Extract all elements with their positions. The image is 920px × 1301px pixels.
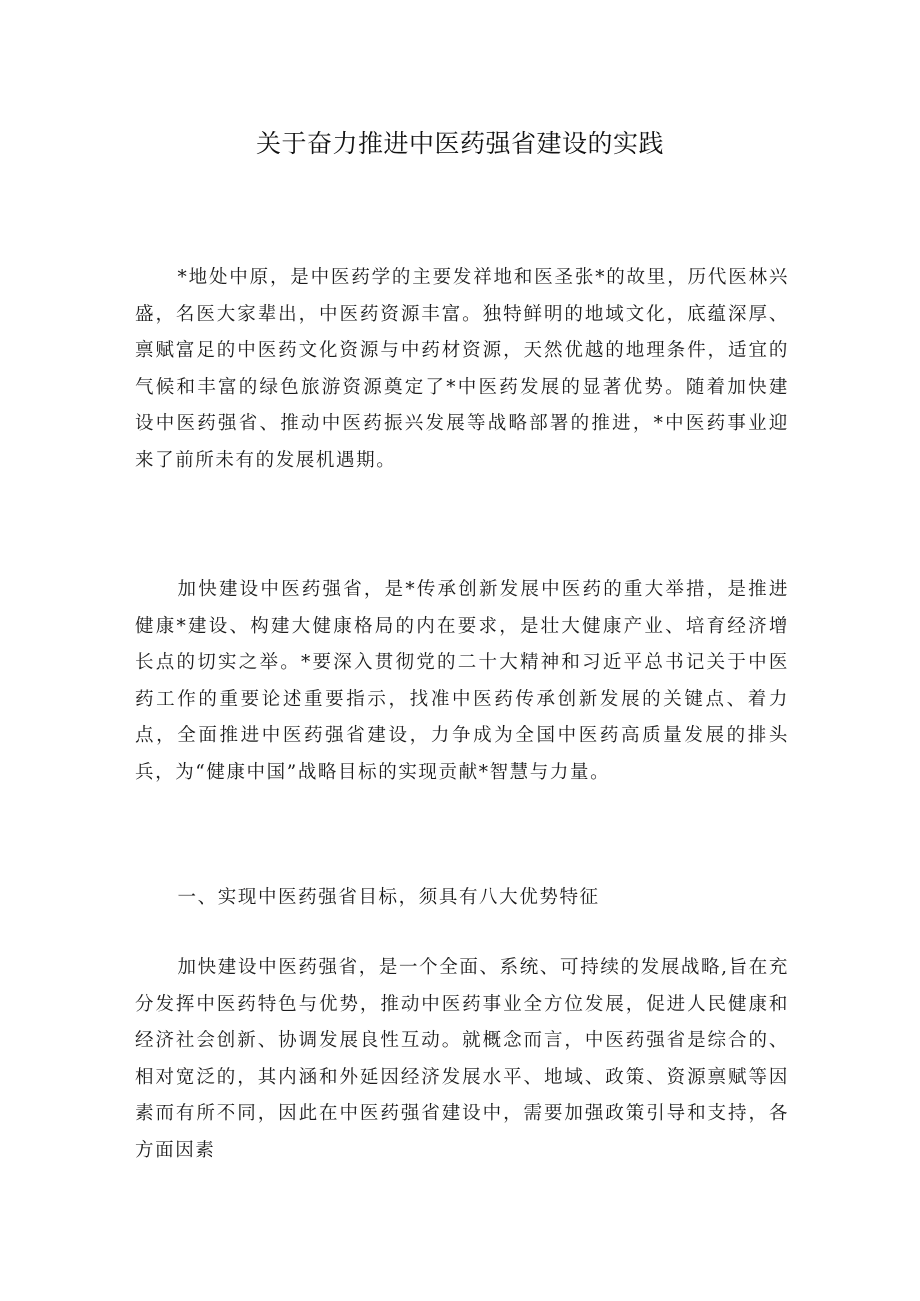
- document-title: 关于奋力推进中医药强省建设的实践: [255, 129, 664, 158]
- paragraph-strategy: 加快建设中医药强省，是一个全面、系统、可持续的发展战略,旨在充分发挥中医药特色与优势，推动中医药事业全方位发展，促进人民健康和经济社会创新、协调发展良性互动。就概念而言，中医药强省是综合的、相对宽泛的，其内涵和外延因经济发展水平、地域、政策、资源禀赋等因素而有所不同，因此在中医药强省建设中，需要加强政策引导和支持，各方面因素: [135, 957, 789, 1161]
- paragraph-significance: 加快建设中医药强省，是*传承创新发展中医药的重大举措，是推进健康*建设、构建大健康格局的内在要求，是壮大健康产业、培育经济增长点的切实之举。*要深入贯彻党的二十大精神和习近平总书记关于中医药工作的重要论述重要指示，找准中医药传承创新发展的关键点、着力点，全面推进中医药强省建设，力争成为全国中医药高质量发展的排头兵，为“健康中国”战略目标的实现贡献*智慧与力量。: [135, 579, 789, 783]
- section-heading: 一、实现中医药强省目标，须具有八大优势特征: [177, 887, 600, 908]
- paragraph-intro: *地处中原，是中医药学的主要发祥地和医圣张*的故里，历代医林兴盛，名医大家辈出，中医药资源丰富。独特鲜明的地域文化，底蕴深厚、禀赋富足的中医药文化资源与中药材资源，天然优越的地理条件，适宜的气候和丰富的绿色旅游资源奠定了*中医药发展的显著优势。随着加快建设中医药强省、推动中医药振兴发展等战略部署的推进，*中医药事业迎来了前所未有的发展机遇期。: [135, 267, 789, 471]
